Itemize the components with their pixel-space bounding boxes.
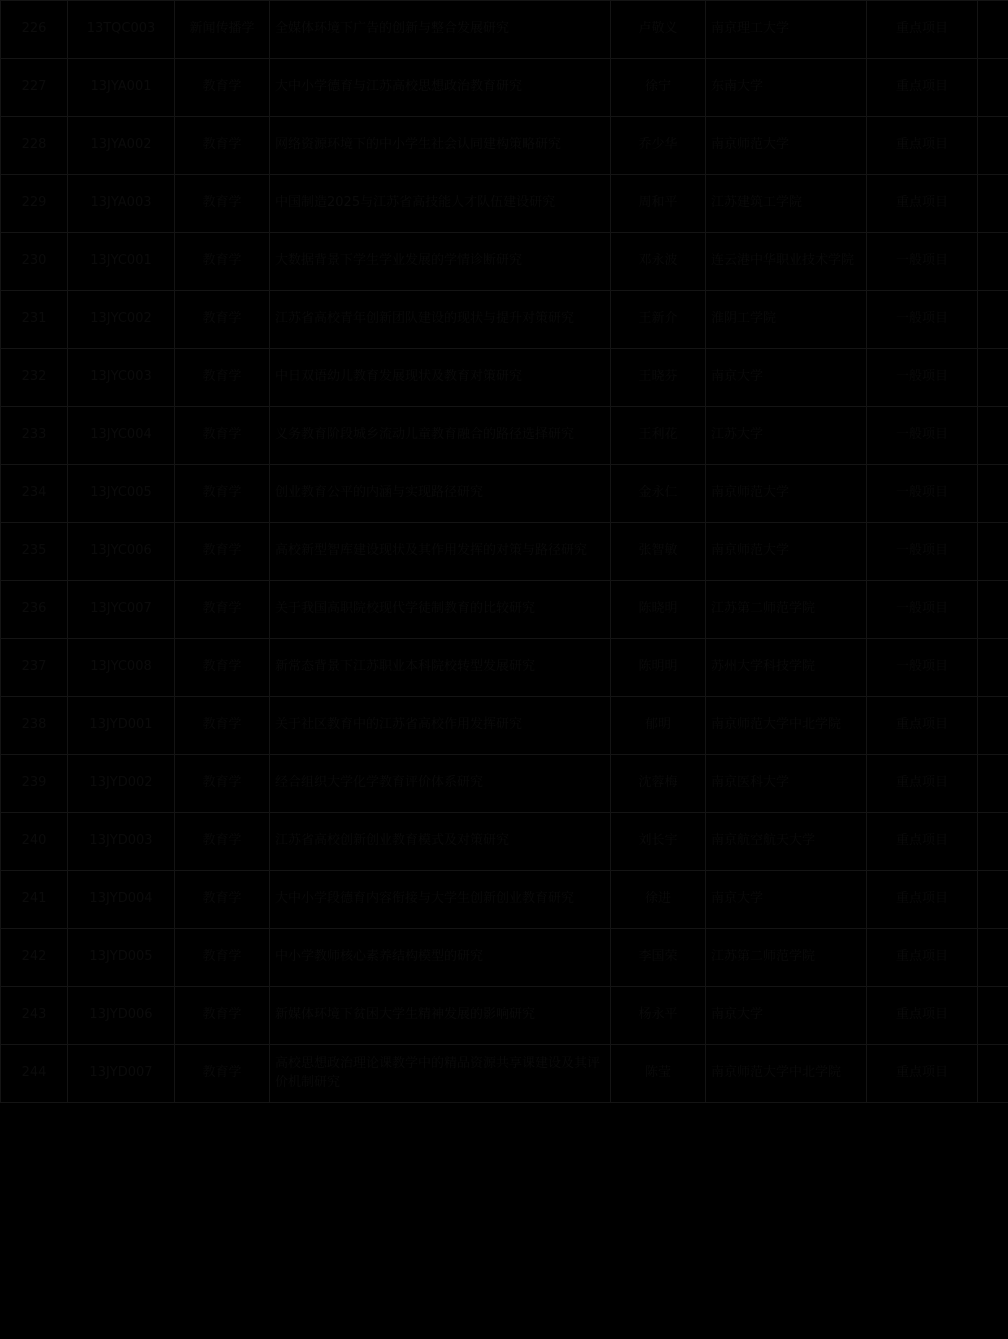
cell-tail	[978, 59, 1008, 117]
cell-type: 重点项目	[867, 1045, 978, 1103]
cell-tail	[978, 929, 1008, 987]
cell-no: 243	[1, 987, 68, 1045]
cell-discipline: 教育学	[175, 871, 270, 929]
cell-code: 13JYA003	[68, 175, 175, 233]
cell-no: 232	[1, 349, 68, 407]
cell-person: 周和平	[611, 175, 706, 233]
cell-person: 金永仁	[611, 465, 706, 523]
cell-code: 13JYD002	[68, 755, 175, 813]
cell-discipline: 教育学	[175, 813, 270, 871]
cell-code: 13TQC003	[68, 1, 175, 59]
cell-title: 网络资源环境下的中小学生社会认同建构策略研究	[270, 117, 611, 175]
cell-person: 王利花	[611, 407, 706, 465]
cell-type: 一般项目	[867, 581, 978, 639]
cell-person: 陈晓明	[611, 581, 706, 639]
table-row	[1, 871, 1008, 929]
cell-org: 江苏第二师范学院	[706, 929, 867, 987]
cell-org: 淮阴工学院	[706, 291, 867, 349]
cell-title: 中小学教师核心素养结构模型的研究	[270, 929, 611, 987]
table-row	[1, 175, 1008, 233]
cell-no: 244	[1, 1045, 68, 1103]
cell-type: 重点项目	[867, 1, 978, 59]
cell-no: 237	[1, 639, 68, 697]
cell-title: 高校新型智库建设现状及其作用发挥的对策与路径研究	[270, 523, 611, 581]
cell-person: 徐进	[611, 871, 706, 929]
cell-title: 新媒体环境下贫困大学生精神发展的影响研究	[270, 987, 611, 1045]
cell-no: 230	[1, 233, 68, 291]
cell-person: 王晓芬	[611, 349, 706, 407]
cell-title: 大中小学德育与江苏高校思想政治教育研究	[270, 59, 611, 117]
cell-no: 226	[1, 1, 68, 59]
table-row	[1, 813, 1008, 871]
cell-title: 江苏省高校创新创业教育模式及对策研究	[270, 813, 611, 871]
cell-tail	[978, 175, 1008, 233]
cell-title: 创业教育公平的内涵与实现路径研究	[270, 465, 611, 523]
cell-type: 重点项目	[867, 697, 978, 755]
cell-person: 李国荣	[611, 929, 706, 987]
cell-person: 邓永波	[611, 233, 706, 291]
cell-code: 13JYC005	[68, 465, 175, 523]
table-row	[1, 349, 1008, 407]
cell-person: 郁明	[611, 697, 706, 755]
cell-discipline: 教育学	[175, 175, 270, 233]
cell-tail	[978, 697, 1008, 755]
cell-code: 13JYC004	[68, 407, 175, 465]
cell-title: 关于我国高职院校现代学徒制教育的比较研究	[270, 581, 611, 639]
cell-person: 刘长宇	[611, 813, 706, 871]
cell-type: 重点项目	[867, 929, 978, 987]
cell-code: 13JYD005	[68, 929, 175, 987]
table-row	[1, 291, 1008, 349]
cell-org: 南京航空航天大学	[706, 813, 867, 871]
cell-tail	[978, 407, 1008, 465]
cell-org: 南京医科大学	[706, 755, 867, 813]
cell-org: 南京师范大学中北学院	[706, 1045, 867, 1103]
cell-no: 235	[1, 523, 68, 581]
cell-title: 关于社区教育中的江苏省高校作用发挥研究	[270, 697, 611, 755]
cell-code: 13JYC001	[68, 233, 175, 291]
cell-type: 一般项目	[867, 233, 978, 291]
cell-no: 227	[1, 59, 68, 117]
cell-org: 南京大学	[706, 987, 867, 1045]
cell-type: 重点项目	[867, 175, 978, 233]
cell-org: 江苏第二师范学院	[706, 581, 867, 639]
cell-code: 13JYC007	[68, 581, 175, 639]
cell-org: 苏州大学科技学院	[706, 639, 867, 697]
table-row	[1, 581, 1008, 639]
table-row	[1, 1045, 1008, 1103]
cell-title: 新常态背景下江苏职业本科院校转型发展研究	[270, 639, 611, 697]
cell-no: 239	[1, 755, 68, 813]
cell-title: 大数据背景下学生学业发展的学情诊断研究	[270, 233, 611, 291]
cell-person: 乔少华	[611, 117, 706, 175]
cell-discipline: 教育学	[175, 987, 270, 1045]
table-row	[1, 407, 1008, 465]
cell-no: 240	[1, 813, 68, 871]
cell-no: 238	[1, 697, 68, 755]
table-row	[1, 1, 1008, 59]
cell-discipline: 新闻传播学	[175, 1, 270, 59]
cell-title: 大中小学段德育内容衔接与大学生创新创业教育研究	[270, 871, 611, 929]
cell-tail	[978, 813, 1008, 871]
cell-org: 南京师范大学	[706, 465, 867, 523]
cell-tail	[978, 465, 1008, 523]
cell-title: 全媒体环境下广告的创新与整合发展研究	[270, 1, 611, 59]
cell-tail	[978, 987, 1008, 1045]
cell-no: 228	[1, 117, 68, 175]
cell-tail	[978, 581, 1008, 639]
cell-tail	[978, 291, 1008, 349]
cell-title: 经合组织大学化学教育评价体系研究	[270, 755, 611, 813]
cell-discipline: 教育学	[175, 1045, 270, 1103]
cell-no: 231	[1, 291, 68, 349]
cell-type: 一般项目	[867, 291, 978, 349]
cell-discipline: 教育学	[175, 291, 270, 349]
cell-discipline: 教育学	[175, 639, 270, 697]
cell-title: 高校思想政治理论课教学中的精品资源共享课建设及其评价机制研究	[270, 1045, 611, 1103]
cell-person: 卢敬义	[611, 1, 706, 59]
cell-code: 13JYD003	[68, 813, 175, 871]
cell-no: 242	[1, 929, 68, 987]
cell-discipline: 教育学	[175, 581, 270, 639]
cell-type: 一般项目	[867, 407, 978, 465]
cell-discipline: 教育学	[175, 407, 270, 465]
cell-code: 13JYA001	[68, 59, 175, 117]
cell-org: 东南大学	[706, 59, 867, 117]
cell-discipline: 教育学	[175, 465, 270, 523]
cell-org: 江苏大学	[706, 407, 867, 465]
table-row	[1, 465, 1008, 523]
cell-person: 王新介	[611, 291, 706, 349]
table-row	[1, 639, 1008, 697]
cell-no: 229	[1, 175, 68, 233]
cell-tail	[978, 755, 1008, 813]
cell-type: 重点项目	[867, 871, 978, 929]
cell-tail	[978, 1, 1008, 59]
cell-type: 重点项目	[867, 59, 978, 117]
cell-org: 江苏建筑工学院	[706, 175, 867, 233]
cell-discipline: 教育学	[175, 349, 270, 407]
table-row	[1, 697, 1008, 755]
cell-discipline: 教育学	[175, 59, 270, 117]
cell-type: 一般项目	[867, 523, 978, 581]
table-body	[1, 1, 1008, 1103]
cell-org: 连云港中华职业技术学院	[706, 233, 867, 291]
cell-type: 重点项目	[867, 117, 978, 175]
cell-org: 南京理工大学	[706, 1, 867, 59]
cell-type: 一般项目	[867, 349, 978, 407]
cell-tail	[978, 117, 1008, 175]
cell-tail	[978, 349, 1008, 407]
cell-person: 张智敏	[611, 523, 706, 581]
cell-person: 陈莹	[611, 1045, 706, 1103]
cell-discipline: 教育学	[175, 755, 270, 813]
cell-tail	[978, 233, 1008, 291]
cell-person: 杨永平	[611, 987, 706, 1045]
cell-tail	[978, 523, 1008, 581]
cell-tail	[978, 871, 1008, 929]
cell-type: 重点项目	[867, 755, 978, 813]
cell-discipline: 教育学	[175, 233, 270, 291]
cell-discipline: 教育学	[175, 697, 270, 755]
cell-code: 13JYD007	[68, 1045, 175, 1103]
cell-type: 重点项目	[867, 813, 978, 871]
cell-code: 13JYD006	[68, 987, 175, 1045]
cell-code: 13JYD004	[68, 871, 175, 929]
cell-title: 江苏省高校青年创新团队建设的现状与提升对策研究	[270, 291, 611, 349]
cell-person: 沈蓉梅	[611, 755, 706, 813]
cell-no: 236	[1, 581, 68, 639]
cell-org: 南京师范大学	[706, 117, 867, 175]
cell-code: 13JYC002	[68, 291, 175, 349]
cell-discipline: 教育学	[175, 929, 270, 987]
table-row	[1, 523, 1008, 581]
table-row	[1, 59, 1008, 117]
cell-code: 13JYA002	[68, 117, 175, 175]
cell-org: 南京师范大学中北学院	[706, 697, 867, 755]
cell-no: 234	[1, 465, 68, 523]
cell-tail	[978, 1045, 1008, 1103]
cell-discipline: 教育学	[175, 523, 270, 581]
cell-title: 义务教育阶段城乡流动儿童教育融合的路径选择研究	[270, 407, 611, 465]
table-row	[1, 987, 1008, 1045]
cell-org: 南京大学	[706, 349, 867, 407]
cell-tail	[978, 639, 1008, 697]
cell-no: 233	[1, 407, 68, 465]
cell-code: 13JYD001	[68, 697, 175, 755]
cell-code: 13JYC003	[68, 349, 175, 407]
cell-person: 陈明明	[611, 639, 706, 697]
cell-type: 一般项目	[867, 639, 978, 697]
cell-code: 13JYC006	[68, 523, 175, 581]
cell-org: 南京大学	[706, 871, 867, 929]
cell-org: 南京师范大学	[706, 523, 867, 581]
cell-no: 241	[1, 871, 68, 929]
table-row	[1, 929, 1008, 987]
table-row	[1, 233, 1008, 291]
table-row	[1, 117, 1008, 175]
cell-discipline: 教育学	[175, 117, 270, 175]
cell-type: 一般项目	[867, 465, 978, 523]
cell-title: 中国制造2025与江苏省高技能人才队伍建设研究	[270, 175, 611, 233]
cell-type: 重点项目	[867, 987, 978, 1045]
cell-code: 13JYC008	[68, 639, 175, 697]
table-row	[1, 755, 1008, 813]
cell-title: 中日双语幼儿教育发展现状及教育对策研究	[270, 349, 611, 407]
cell-person: 徐宁	[611, 59, 706, 117]
